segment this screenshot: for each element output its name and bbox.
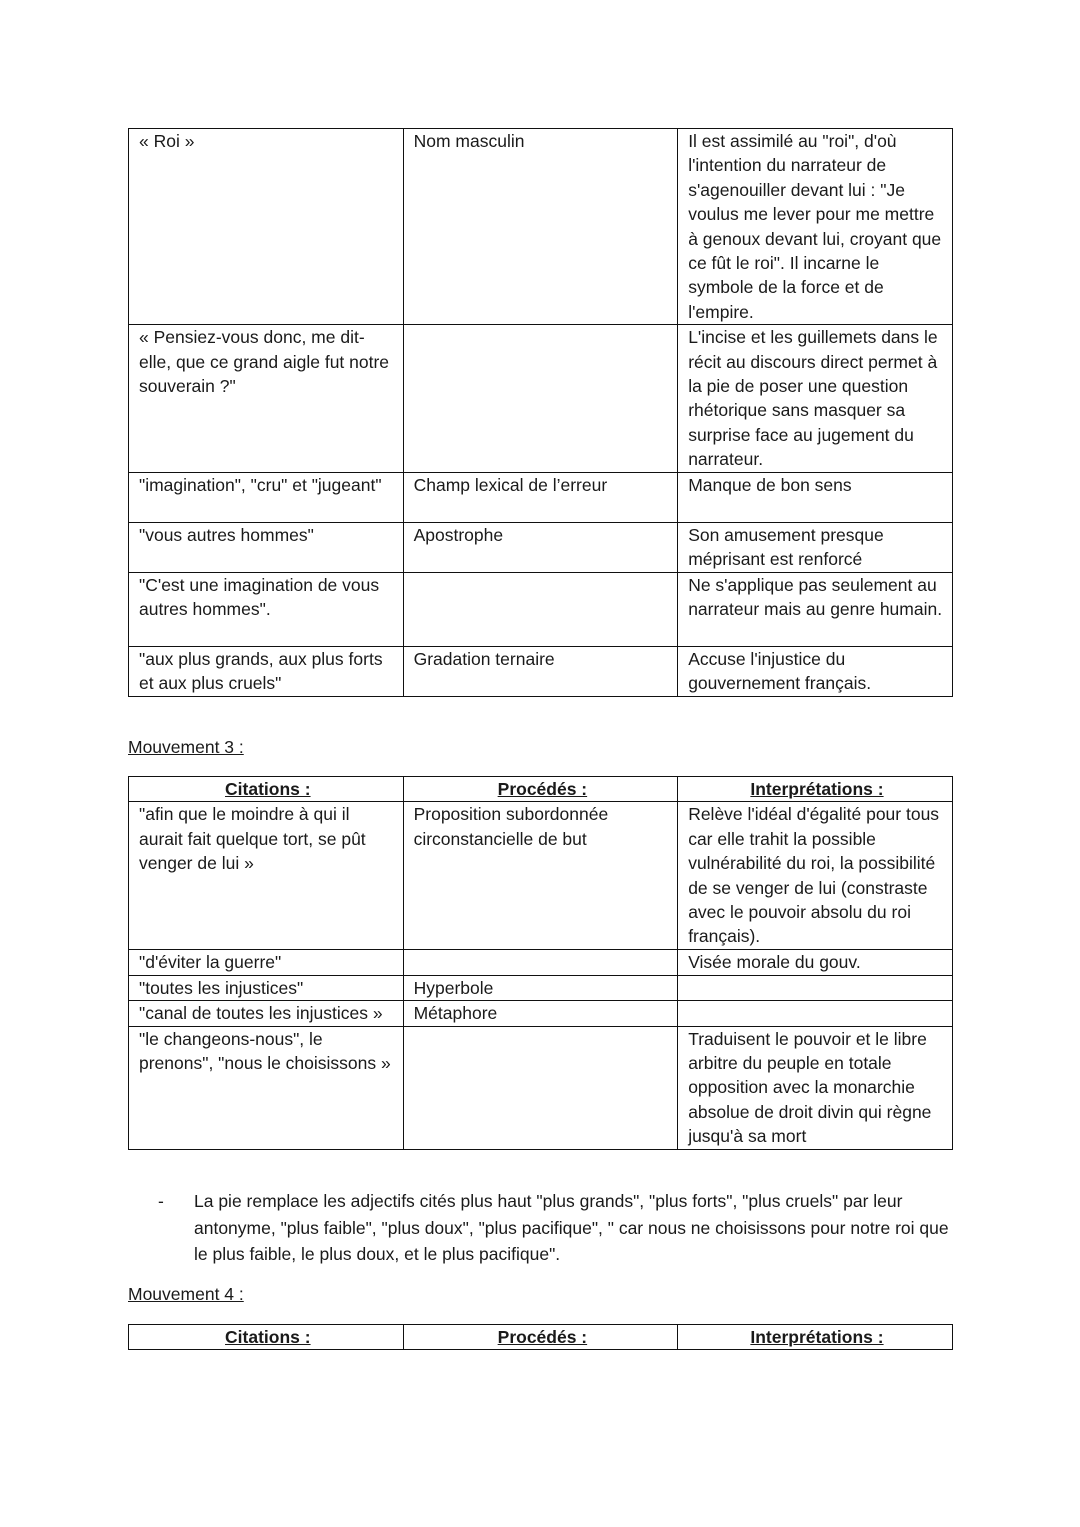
table-header-row xyxy=(129,777,953,802)
citation-cell: « Roi » xyxy=(129,129,404,325)
interpretation-cell: Son amusement presque méprisant est renforcé xyxy=(678,522,953,572)
table-row xyxy=(129,522,953,572)
table-row xyxy=(129,802,953,950)
citation-cell: "toutes les injustices" xyxy=(129,975,404,1000)
interpretation-cell: Ne s'applique pas seulement au narrateur mais au genre humain. xyxy=(678,572,953,646)
table-row xyxy=(129,472,953,522)
procede-cell xyxy=(403,1026,678,1149)
citation-cell: "afin que le moindre à qui il aurait fait quelque tort, se pût venger de lui » xyxy=(129,802,404,950)
citation-cell: "imagination", "cru" et "jugeant" xyxy=(129,472,404,522)
interpretation-cell: L'incise et les guillemets dans le récit au discours direct permet à la pie de poser une question rhétorique sans masquer sa surprise face au jugement du narrateur. xyxy=(678,325,953,472)
analysis-table-3 xyxy=(128,1324,953,1350)
procede-cell xyxy=(403,572,678,646)
procede-cell: Apostrophe xyxy=(403,522,678,572)
interpretation-cell xyxy=(678,975,953,1000)
header-interpretations: Interprétations : xyxy=(678,1325,953,1350)
header-citations: Citations : xyxy=(129,1325,404,1350)
bullet-dash: - xyxy=(158,1191,164,1211)
interpretation-cell: Il est assimilé au "roi", d'où l'intention du narrateur de s'agenouiller devant lui : "Je voulus me lever pour me mettre à genoux devant lui, croyant que ce fût le roi". Il incarne le symbole de la force et de l'empire. xyxy=(678,129,953,325)
interpretation-cell: Traduisent le pouvoir et le libre arbitre du peuple en totale opposition avec la monarchie absolue de droit divin qui règne jusqu'à sa mort xyxy=(678,1026,953,1149)
table-row xyxy=(129,572,953,646)
citation-cell: "d'éviter la guerre" xyxy=(129,950,404,975)
procede-cell: Métaphore xyxy=(403,1001,678,1026)
citation-cell: "canal de toutes les injustices » xyxy=(129,1001,404,1026)
header-procedes: Procédés : xyxy=(403,1325,678,1350)
citation-cell: "le changeons-nous", le prenons", "nous le choisissons » xyxy=(129,1026,404,1149)
interpretation-cell: Accuse l'injustice du gouvernement français. xyxy=(678,646,953,696)
table-row xyxy=(129,325,953,472)
interpretation-cell: Manque de bon sens xyxy=(678,472,953,522)
citation-cell: "C'est une imagination de vous autres hommes". xyxy=(129,572,404,646)
mouvement-4-heading: Mouvement 4 : xyxy=(128,1284,244,1304)
mouvement-3-heading: Mouvement 3 : xyxy=(128,737,244,757)
header-citations: Citations : xyxy=(129,777,404,802)
procede-cell xyxy=(403,325,678,472)
table-row xyxy=(129,646,953,696)
procede-cell: Nom masculin xyxy=(403,129,678,325)
analysis-table-1 xyxy=(128,128,953,697)
analysis-table-2 xyxy=(128,776,953,1150)
procede-cell: Champ lexical de l’erreur xyxy=(403,472,678,522)
table-header-row xyxy=(129,1325,953,1350)
procede-cell: Proposition subordonnée circonstancielle de but xyxy=(403,802,678,950)
table-row xyxy=(129,1026,953,1149)
procede-cell: Hyperbole xyxy=(403,975,678,1000)
citation-cell: « Pensiez-vous donc, me dit-elle, que ce grand aigle fut notre souverain ?" xyxy=(129,325,404,472)
procede-cell xyxy=(403,950,678,975)
header-procedes: Procédés : xyxy=(403,777,678,802)
interpretation-cell: Visée morale du gouv. xyxy=(678,950,953,975)
procede-cell: Gradation ternaire xyxy=(403,646,678,696)
header-interpretations: Interprétations : xyxy=(678,777,953,802)
bullet-text: La pie remplace les adjectifs cités plus haut "plus grands", "plus forts", "plus cruels" par leur antonyme, "plus faible", "plus doux", "plus pacifique", " car nous ne choisissons pour notre roi que le plus faible, le plus doux, et le plus pacifique". xyxy=(194,1191,949,1264)
table-row xyxy=(129,1001,953,1026)
citation-cell: "vous autres hommes" xyxy=(129,522,404,572)
table-row xyxy=(129,950,953,975)
citation-cell: "aux plus grands, aux plus forts et aux plus cruels" xyxy=(129,646,404,696)
table-row xyxy=(129,975,953,1000)
interpretation-cell: Relève l'idéal d'égalité pour tous car elle trahit la possible vulnérabilité du roi, la possibilité de se venger de lui (constraste avec le pouvoir absolu du roi français). xyxy=(678,802,953,950)
interpretation-cell xyxy=(678,1001,953,1026)
table-row xyxy=(129,129,953,325)
